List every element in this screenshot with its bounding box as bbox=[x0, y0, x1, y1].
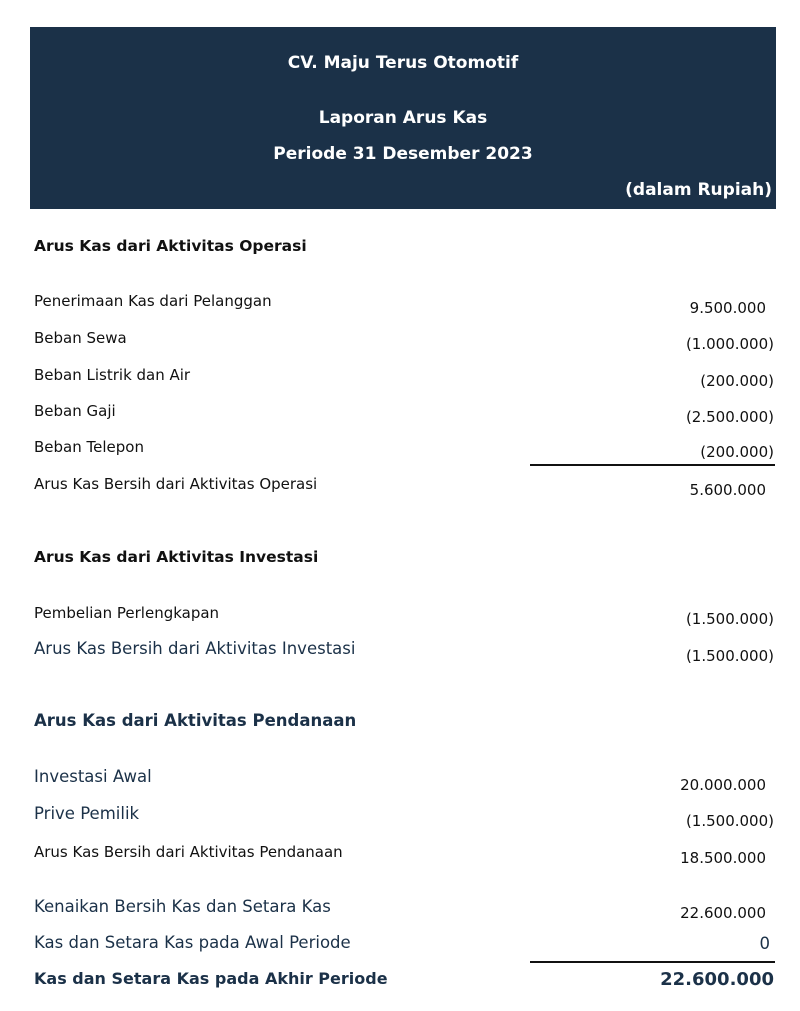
section-title-investing bbox=[34, 547, 774, 571]
subtotal-rule bbox=[530, 464, 775, 466]
row-amount: (200.000) bbox=[700, 443, 774, 461]
row-label: Pembelian Perlengkapan bbox=[34, 604, 220, 622]
row-label: Beban Telepon bbox=[34, 438, 144, 456]
table-row bbox=[34, 401, 774, 425]
row-amount: (2.500.000) bbox=[685, 408, 774, 426]
row-label: Penerimaan Kas dari Pelanggan bbox=[34, 292, 272, 310]
row-amount: 0 bbox=[759, 934, 770, 953]
row-amount: 20.000.000 bbox=[680, 776, 766, 794]
currency-unit: (dalam Rupiah) bbox=[625, 180, 772, 200]
total-row-investing bbox=[34, 639, 774, 663]
row-amount: (200.000) bbox=[700, 372, 774, 390]
table-row bbox=[34, 804, 774, 828]
row-label: Arus Kas Bersih dari Aktivitas Investasi bbox=[34, 639, 356, 658]
total-row-financing bbox=[34, 842, 774, 866]
row-amount: (1.500.000) bbox=[685, 647, 774, 665]
row-amount: 18.500.000 bbox=[680, 849, 766, 867]
row-label: Arus Kas Bersih dari Aktivitas Pendanaan bbox=[34, 843, 343, 861]
row-amount: 22.600.000 bbox=[660, 969, 774, 990]
table-row bbox=[34, 767, 774, 794]
section-title-label: Arus Kas dari Aktivitas Investasi bbox=[34, 548, 319, 566]
table-row bbox=[34, 328, 774, 352]
net-increase-row bbox=[34, 897, 774, 921]
table-row bbox=[34, 291, 774, 315]
beginning-balance-row bbox=[34, 933, 774, 957]
table-row bbox=[34, 603, 774, 627]
company-name: CV. Maju Terus Otomotif bbox=[287, 53, 519, 73]
report-header bbox=[30, 27, 776, 209]
section-title-financing bbox=[34, 711, 774, 735]
row-amount: (1.000.000) bbox=[685, 335, 774, 353]
report-period: Periode 31 Desember 2023 bbox=[273, 144, 533, 164]
row-label: Prive Pemilik bbox=[34, 804, 140, 823]
row-label: Beban Sewa bbox=[34, 329, 127, 347]
row-amount: (1.500.000) bbox=[685, 812, 774, 830]
total-row-operating bbox=[34, 474, 774, 498]
section-title-label: Arus Kas dari Aktivitas Operasi bbox=[34, 237, 307, 255]
total-rule bbox=[530, 961, 775, 963]
table-row bbox=[34, 365, 774, 389]
row-amount: 9.500.000 bbox=[689, 299, 766, 317]
row-amount: 5.600.000 bbox=[689, 481, 766, 499]
table-row bbox=[34, 437, 774, 461]
row-label: Arus Kas Bersih dari Aktivitas Operasi bbox=[34, 475, 318, 493]
row-amount: (1.500.000) bbox=[685, 610, 774, 628]
section-title-operating bbox=[34, 236, 774, 260]
ending-balance-row bbox=[34, 969, 774, 993]
row-label: Investasi Awal bbox=[34, 767, 152, 786]
row-label: Kas dan Setara Kas pada Awal Periode bbox=[34, 933, 351, 952]
row-label: Kas dan Setara Kas pada Akhir Periode bbox=[34, 969, 388, 988]
row-label: Beban Listrik dan Air bbox=[34, 366, 191, 384]
report-title: Laporan Arus Kas bbox=[318, 108, 488, 128]
row-amount: 22.600.000 bbox=[680, 904, 766, 922]
row-label: Beban Gaji bbox=[34, 402, 116, 420]
section-title-label: Arus Kas dari Aktivitas Pendanaan bbox=[34, 711, 357, 730]
row-label: Kenaikan Bersih Kas dan Setara Kas bbox=[34, 897, 331, 916]
